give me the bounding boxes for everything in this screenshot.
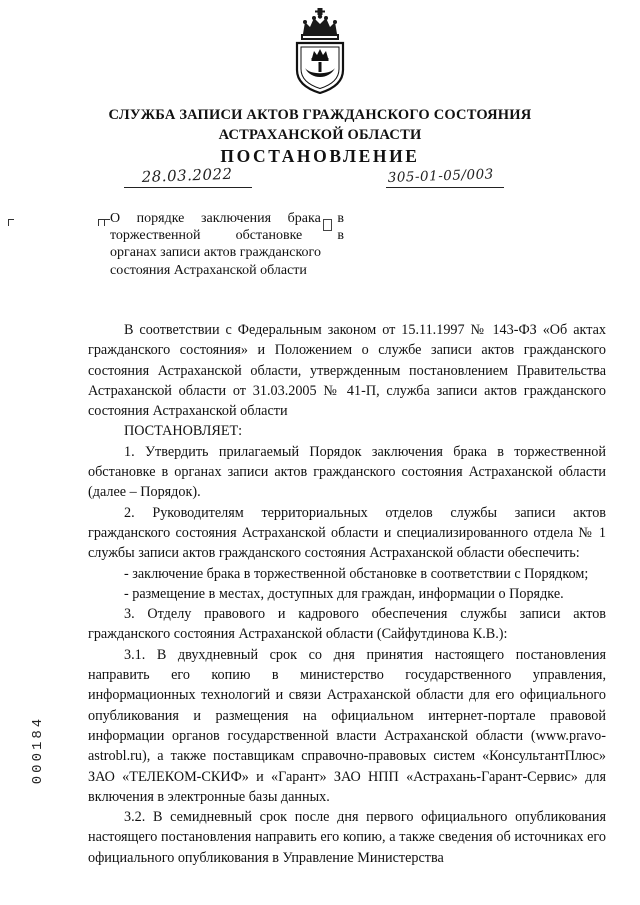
- agency-name-line-1: СЛУЖБА ЗАПИСИ АКТОВ ГРАЖДАНСКОГО СОСТОЯНИЯ: [108, 107, 532, 123]
- title-line: торжественной обстановке в: [110, 228, 344, 244]
- handwritten-date: 28.03.2022: [141, 164, 233, 186]
- coat-of-arms-icon: [293, 8, 347, 94]
- resolves-heading: ПОСТАНОВЛЯЕТ:: [124, 423, 243, 440]
- item-2-subitem: - заключение брака в торжественной обстановке в соответствии с Порядком;: [124, 565, 589, 582]
- number-field: [386, 167, 504, 188]
- title-line: состояния Астраханской области: [110, 262, 307, 278]
- margin-stamp-number: 000184: [30, 715, 46, 785]
- title-line: органах записи актов гражданского: [110, 245, 321, 261]
- title-line: О порядке заключения брака в: [110, 211, 344, 226]
- item-3: 3. Отделу правового и кадрового обеспечения службы записи актов гражданского состояния Астраханской области (Сайфутдинова К.В.):: [88, 606, 606, 643]
- item-3-1: 3.1. В двухдневный срок со дня принятия настоящего постановления направить его копию в министерство государственного управления, информационных технологий и связи Астраханской области для его официального опубликования и размещения на официальном интернет-портале правовой информации органов государственной власти Астраханской области (www.pravo-astrobl.ru), а также поставщикам справочно-правовых систем «КонсультантПлюс» ЗАО «ТЕЛЕКОМ-СКИФ» и «Гарант» ЗАО НПП «Астрахань-Гарант-Сервис» для включения в электронные базы данных.: [88, 646, 606, 805]
- date-field: [124, 164, 252, 188]
- item-1: 1. Утвердить прилагаемый Порядок заключения брака в торжественной обстановке в органах записи актов гражданского состояния Астраханской области (далее – Порядок).: [88, 443, 606, 501]
- scan-corner-mark: [8, 219, 14, 226]
- item-2: 2. Руководителям территориальных отделов службы записи актов гражданского состояния Астраханской области и специализированного отдела № 1 службы записи актов гражданского состояния Астраханской области обеспечить:: [88, 504, 606, 562]
- item-3-2: 3.2. В семидневный срок после дня первого официального опубликования настоящего постановления направить его копию, а также сведения об источниках его официального опубликования в Управление Министерства: [88, 809, 606, 866]
- handwritten-number: 305-01-05/003: [387, 166, 494, 186]
- item-2-subitem: - размещение в местах, доступных для граждан, информации о Порядке.: [124, 585, 564, 602]
- document-title: [110, 210, 344, 279]
- agency-name-line-2: АСТРАХАНСКОЙ ОБЛАСТИ: [218, 127, 422, 143]
- document-body: [88, 320, 606, 868]
- document-type: ПОСТАНОВЛЕНИЕ: [220, 146, 420, 166]
- preamble-paragraph: В соответствии с Федеральным законом от 15.11.1997 № 143-ФЗ «Об актах гражданского состояния» и Положением о службе записи актов гражданского состояния Астраханской области, утвержденным постановлением Правительства Астраханской области от 31.03.2005 № 41-П, служба записи актов гражданского состояния Астраханской области: [88, 322, 606, 420]
